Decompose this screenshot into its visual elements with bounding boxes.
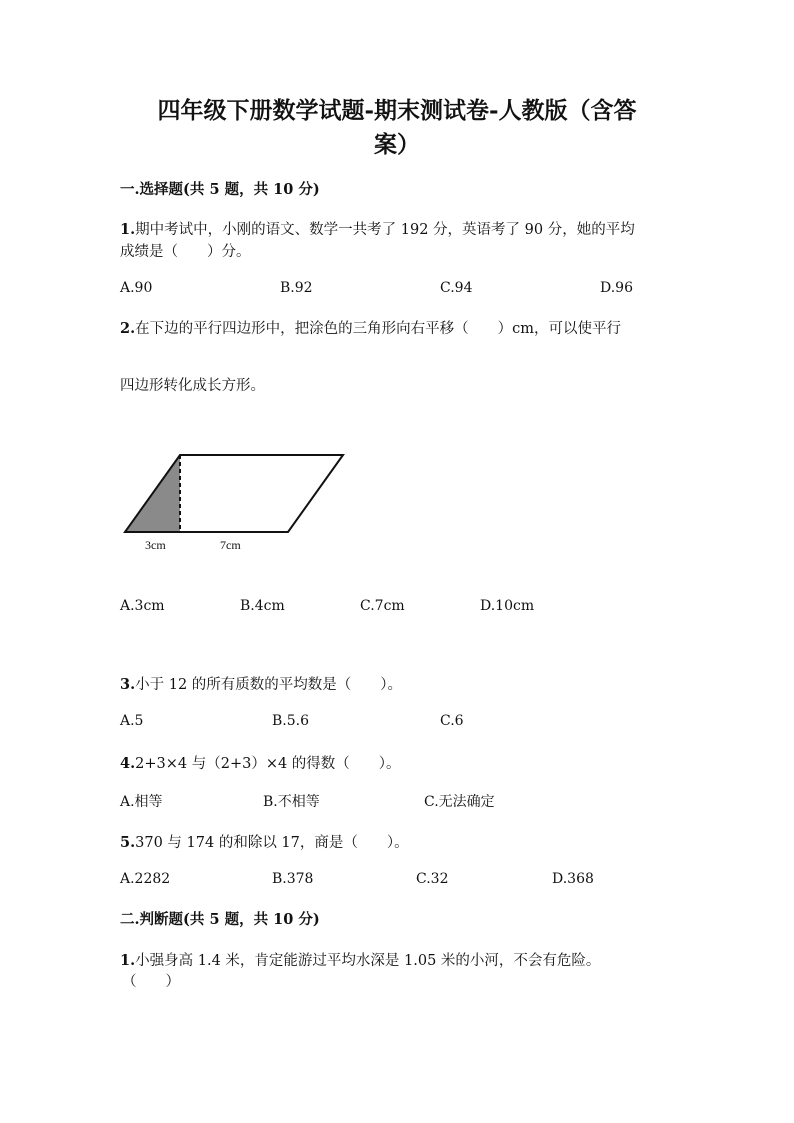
base-label-right: 7cm: [220, 538, 241, 552]
section-heading-choice: 一.选择题(共 5 题，共 10 分): [120, 181, 320, 198]
question-3-line-1: [120, 673, 402, 694]
question-2-line-1: [120, 317, 621, 338]
question-4-text: 2+3×4 与（2+3）×4 的得数（ ）。: [135, 756, 401, 772]
question-3-option-a[interactable]: A.5: [120, 713, 144, 729]
question-5-option-b[interactable]: B.378: [272, 871, 314, 887]
question-1-text: 期中考试中，小刚的语文、数学一共考了 192 分，英语考了 90 分，她的平均: [135, 222, 635, 238]
question-5-option-d[interactable]: D.368: [552, 871, 594, 887]
question-2-option-c[interactable]: C.7cm: [360, 598, 405, 614]
judgement-1-answer-blank[interactable]: （ ）: [122, 974, 180, 990]
judgement-1-text: 小强身高 1.4 米，肯定能游过平均水深是 1.05 米的小河，不会有危险。: [135, 953, 601, 969]
question-1-line-2: 成绩是（ ）分。: [120, 244, 251, 260]
judgement-1-line-1: [120, 949, 600, 970]
judgement-1-number: 1.: [120, 952, 136, 969]
question-3-option-b[interactable]: B.5.6: [272, 713, 310, 729]
question-1-line-1: [120, 218, 635, 239]
question-1-option-c[interactable]: C.94: [440, 280, 473, 296]
question-2-text: 在下边的平行四边形中，把涂色的三角形向右平移（ ）cm，可以使平行: [135, 321, 622, 337]
question-2-number: 2.: [120, 320, 136, 337]
question-4-option-a[interactable]: A.相等: [120, 794, 163, 810]
page-title-line-2: 案）: [374, 131, 420, 158]
question-1-option-a[interactable]: A.90: [120, 280, 153, 296]
question-5-option-c[interactable]: C.32: [416, 871, 449, 887]
question-4-number: 4.: [120, 755, 136, 772]
question-1-option-d[interactable]: D.96: [600, 280, 633, 296]
question-3-text: 小于 12 的所有质数的平均数是（ ）。: [135, 677, 403, 693]
question-1-option-b[interactable]: B.92: [280, 280, 313, 296]
question-5-number: 5.: [120, 834, 136, 851]
question-2-option-d[interactable]: D.10cm: [480, 598, 535, 614]
question-5-text: 370 与 174 的和除以 17，商是（ ）。: [135, 835, 409, 851]
question-4-option-b[interactable]: B.不相等: [263, 794, 320, 810]
base-label-left: 3cm: [145, 538, 166, 552]
question-4-option-c[interactable]: C.无法确定: [424, 794, 495, 810]
question-1-number: 1.: [120, 221, 136, 238]
question-2-line-2: 四边形转化成长方形。: [120, 378, 265, 394]
question-5-option-a[interactable]: A.2282: [120, 871, 171, 887]
question-2-option-b[interactable]: B.4cm: [240, 598, 285, 614]
question-3-number: 3.: [120, 676, 136, 693]
question-2-option-a[interactable]: A.3cm: [120, 598, 165, 614]
question-3-option-c[interactable]: C.6: [440, 713, 464, 729]
section-heading-judgement: 二.判断题(共 5 题，共 10 分): [120, 911, 320, 928]
question-4-line-1: [120, 752, 401, 773]
question-5-line-1: [120, 831, 409, 852]
page-title-line-1: 四年级下册数学试题-期末测试卷-人教版（含答: [157, 97, 637, 124]
